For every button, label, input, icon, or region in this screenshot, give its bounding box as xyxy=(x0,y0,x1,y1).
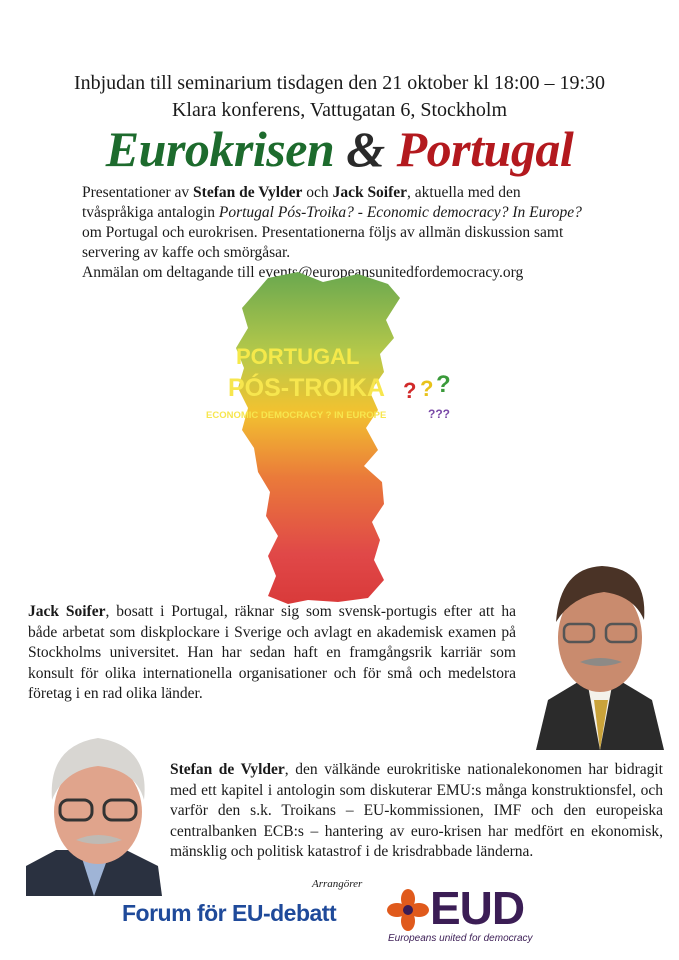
organizers-label: Arrangörer xyxy=(312,878,363,890)
forum-eu-debatt-logo: Forum för EU-debatt xyxy=(122,900,337,926)
title-eurokrisen: Eurokrisen xyxy=(105,121,335,177)
header-date-line: Inbjudan till seminarium tisdagen den 21 oktober kl 18:00 – 19:30 xyxy=(73,72,606,94)
title-portugal: Portugal xyxy=(396,121,574,177)
map-question-red: ? xyxy=(403,378,417,403)
map-question-yellow: ? xyxy=(420,376,434,401)
map-subtitle: ECONOMIC DEMOCRACY ? IN EUROPE xyxy=(206,410,387,421)
jack-soifer-bio xyxy=(28,602,516,705)
map-question-small: ??? xyxy=(428,407,450,421)
jack-soifer-photo xyxy=(530,550,667,750)
map-question-green: ? xyxy=(436,371,451,398)
stefan-bio-text: , den välkände eurokritiske nationalekonomen har bidragit med ett kapitel i antologin som diskuterar EMU:s många konstruktionsfel, och varför den s.k. Troikans – EU-kommissionen, IMF och den europeiska centralbanken ECB:s – hantering av euro-krisen har medfört en ekonomisk, mänsklig och politisk katastrof i de krisdrabbade länderna. xyxy=(170,761,663,860)
title-ampersand: & xyxy=(346,121,385,177)
intro-text-3: , aktuella med den tvåspråkiga antalogin xyxy=(82,184,521,221)
map-title-portugal: PORTUGAL xyxy=(236,344,360,369)
intro-text-4: om Portugal och eurokrisen. Presentationerna följs av allmän diskussion samt servering av kaffe och smörgåsar. xyxy=(82,224,564,261)
intro-signup: Anmälan om deltagande till events@europeansunitedfordemocracy.org xyxy=(82,264,524,281)
intro-speaker-jack: Jack Soifer xyxy=(332,184,408,201)
stefan-de-vylder-bio xyxy=(170,760,663,863)
map-title-pos-troika: PÓS-TROIKA xyxy=(228,374,385,402)
eud-logo-text: EUD xyxy=(430,882,525,934)
stefan-de-vylder-photo xyxy=(26,716,162,896)
stefan-name: Stefan de Vylder xyxy=(170,761,285,778)
intro-book-title: Portugal Pós-Troika? - Economic democracy? In Europe? xyxy=(218,204,582,221)
page-title xyxy=(0,120,679,178)
intro-text-2: och xyxy=(302,184,333,201)
jack-bio-text: , bosatt i Portugal, räknar sig som svensk-portugis efter att ha både arbetat som diskplockare i Sverige och avlagt en akademisk examen på Stockholms universitet. Han har sedan haft en framgångsrik karriär som konsult för olika internationella organisationer och för små och medelstora företag i en rad olika länder. xyxy=(28,603,516,702)
portugal-map-shape xyxy=(236,272,400,604)
header-venue-line: Klara konferens, Vattugatan 6, Stockholm xyxy=(171,99,508,121)
eud-tagline: Europeans united for democracy xyxy=(388,933,533,944)
intro-text-1: Presentationer av xyxy=(82,184,194,201)
intro-speaker-stefan: Stefan de Vylder xyxy=(193,184,303,201)
portugal-map-graphic xyxy=(206,268,458,606)
jack-name: Jack Soifer xyxy=(28,603,106,620)
